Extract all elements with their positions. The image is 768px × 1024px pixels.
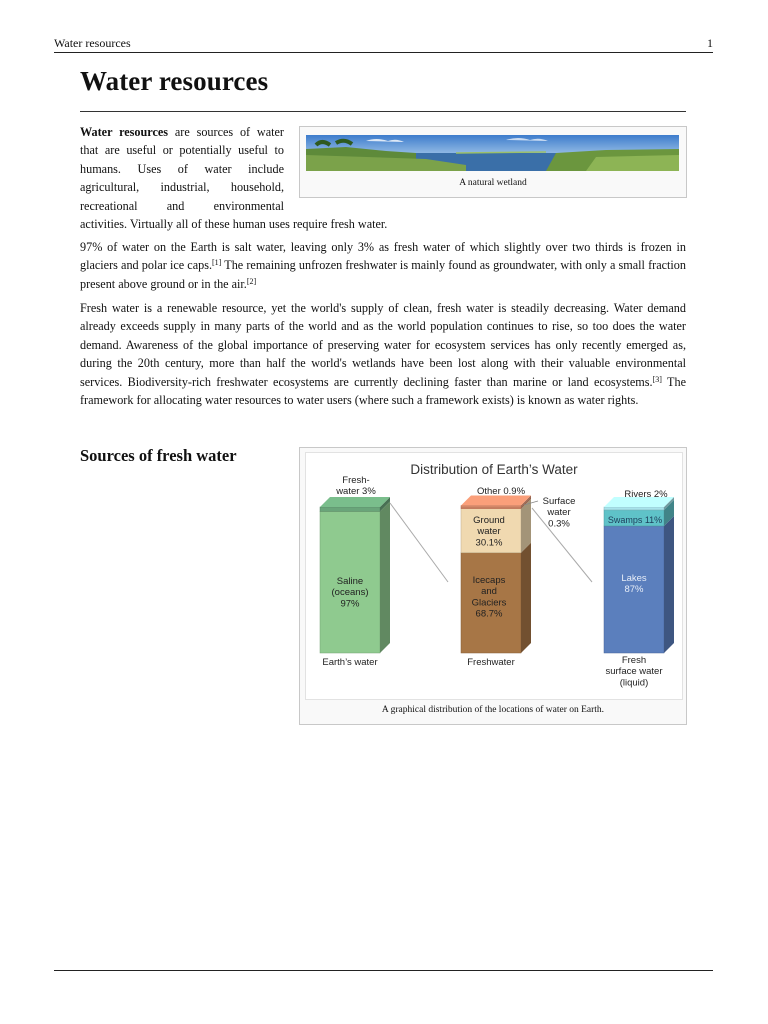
intro-line-5: recreational and environmental: [80, 198, 284, 213]
bar-1-top: [320, 497, 390, 507]
label-freshwater-share: Fresh-water 3%: [336, 475, 376, 498]
intro-line-3: humans. Uses of water include: [80, 161, 284, 176]
intro-line-1: [80, 123, 284, 141]
paragraph-renewable: [80, 299, 686, 409]
section-heading: Sources of fresh water: [80, 446, 237, 465]
p2-text-b: The remaining unfrozen freshwater is mainly found as groundwater, with only a small fraction present above ground or in the air.: [80, 258, 686, 291]
running-header: [54, 35, 713, 53]
bar-1-segment-1-side: [380, 501, 390, 653]
running-title: Water resources: [54, 36, 131, 50]
p2-text-a: 97% of water on the Earth is salt water, leaving only 3% as fresh water of which slightly over two thirds is frozen in glaciers and polar ice caps.: [80, 240, 686, 273]
chart-area: [305, 452, 683, 700]
intro-line-1-text: are sources of water: [168, 125, 284, 139]
label-other: Other 0.9%: [476, 486, 526, 497]
bar-3-segment-3: [604, 507, 664, 510]
citation-1-link[interactable]: [1]: [212, 258, 222, 268]
water-distribution-figure: [299, 447, 687, 725]
intro-tail: activities. Virtually all of these human uses require fresh water.: [80, 217, 388, 231]
citation-2-link[interactable]: [2]: [246, 276, 257, 286]
bar-2-segment-4: [461, 506, 521, 508]
label-saline: Saline (oceans) 97%: [331, 576, 369, 610]
label-rivers: Rivers 2%: [624, 489, 668, 500]
label-ground-water: Ground water 30.1%: [473, 515, 505, 549]
x-label-freshwater: Freshwater: [467, 657, 515, 668]
wetland-figure: [299, 126, 687, 198]
x-label-fresh-surface-water: Fresh surface water (liquid): [605, 655, 663, 689]
bar-1-segment-2: [320, 507, 380, 511]
chart-caption: A graphical distribution of the locations of water on Earth.: [381, 705, 605, 715]
title-divider: [80, 111, 686, 112]
label-icecaps: Icecaps and Glaciers 68.7%: [471, 575, 507, 620]
chart-title: Distribution of Earth’s Water: [410, 462, 578, 477]
page-number: 1: [707, 36, 713, 50]
label-lakes: Lakes 87%: [621, 573, 647, 596]
label-swamps: Swamps 11%: [607, 515, 663, 525]
footer-divider: [54, 970, 713, 971]
x-label-earths-water: Earth’s water: [322, 657, 378, 668]
wetland-caption: A natural wetland: [459, 178, 527, 188]
label-surface-water: Surface water 0.3%: [542, 496, 576, 530]
citation-3-link[interactable]: [3]: [652, 374, 662, 384]
p3-text-b: The framework for allocating water resources to water users (where such a framework exists) is known as water rights.: [80, 374, 686, 408]
p3-text-a: Fresh water is a renewable resource, yet the world's supply of clean, fresh water is steadily decreasing. Water demand already exceeds supply in many parts of the world and as the world population continues to rise, so too does the water demand. Awareness of the global importance of preserving water for ecosystem services has only recently emerged as, during the 20th century, more than half the world's wetlands have been lost along with their valuable environmental services. Biodiversity-rich freshwater ecosystems are currently declining faster than marine or land ecosystems.: [80, 301, 686, 389]
intro-bold-term: Water resources: [80, 125, 169, 139]
paragraph-salt-water: [80, 238, 686, 293]
bar-2-top: [461, 496, 531, 506]
page-title: Water resources: [80, 66, 269, 96]
intro-line-4: agricultural, industrial, household,: [80, 180, 284, 195]
intro-paragraph: [80, 123, 284, 215]
intro-line-2: that are useful or potentially useful to: [80, 143, 284, 158]
wetland-image: [306, 135, 679, 171]
connector-line-1: [390, 503, 448, 582]
distribution-chart: [306, 453, 682, 699]
bar-3-segment-1-side: [664, 516, 674, 653]
bar-2-segment-1-side: [521, 543, 531, 653]
